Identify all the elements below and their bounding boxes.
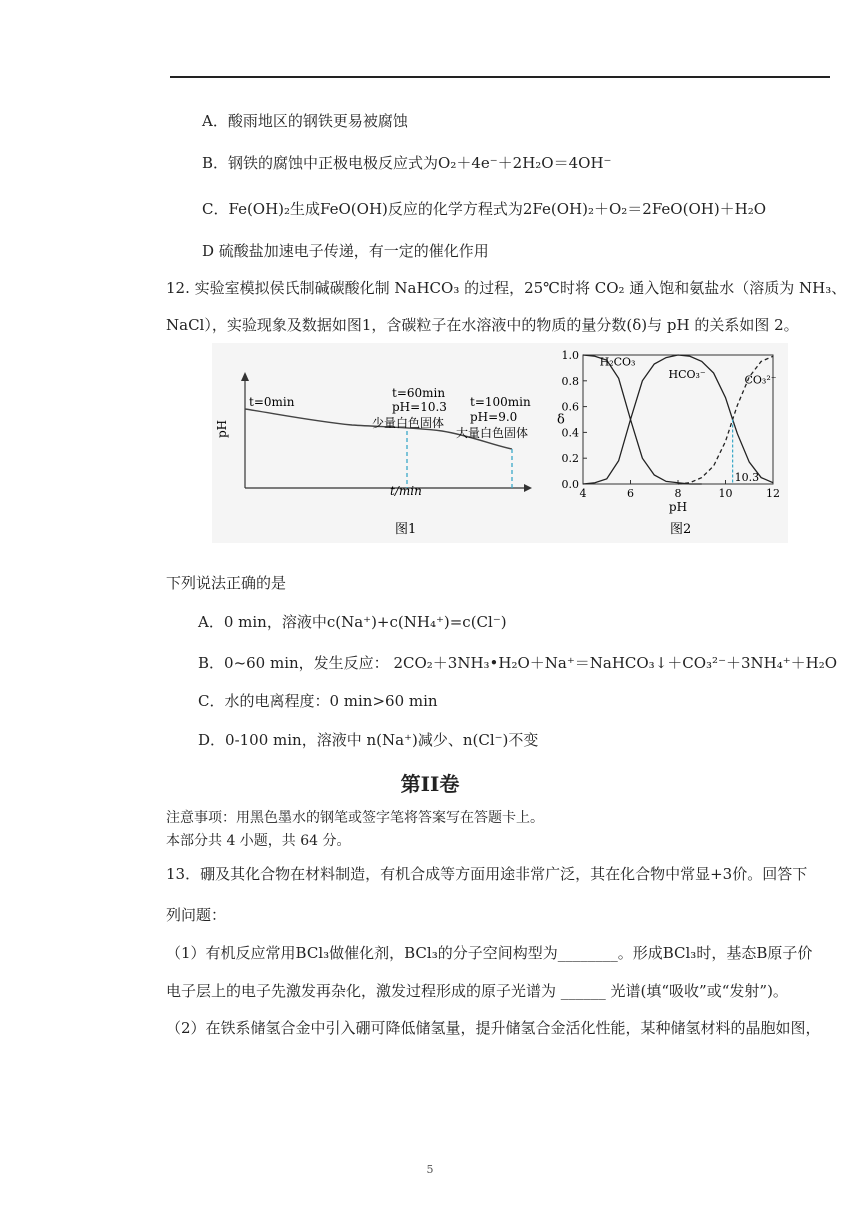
fig2-caption: 图2 [670,522,692,537]
fig2-y-tick-label: 0.0 [561,478,579,491]
fig1-label-obs60: 少量白色固体 [372,416,445,430]
fig2-x-tick-label: 12 [766,487,780,500]
q11-option-b: B．钢铁的腐蚀中正极电极反应式为O₂＋4e⁻＋2H₂O＝4OH⁻ [202,154,612,172]
fig2-x-tick-label: 10 [718,487,733,500]
fig2-y-tick-label: 1.0 [561,349,579,362]
fig1-label-t100: t=100min [470,395,531,409]
q13-stem-line1: 13．硼及其化合物在材料制造，有机合成等方面用途非常广泛，其在化合物中常显+3价。回答下 [166,865,808,883]
page-number: 5 [426,1163,434,1176]
figure-1 [212,343,562,543]
fig2-y-tick-label: 0.6 [561,400,579,414]
fig2-y-tick-label: 0.8 [561,374,579,388]
q12-option-b: B．0~60 min，发生反应： 2CO₂＋3NH₃•H₂O＋Na⁺＝NaHCO₃↓＋CO₃²⁻＋3NH₄⁺＋H₂O [198,654,838,672]
fig2-x-tick-label: 6 [627,487,634,500]
q12-prompt: 下列说法正确的是 [166,574,287,592]
fig2-series-label: CO₃²⁻ [744,373,777,387]
fig1-label-t0: t=0min [249,395,295,409]
q13-part2: （2）在铁系储氢合金中引入硼可降低储氢量，提升储氢合金活化性能，某种储氢材料的晶胞如图， [166,1019,821,1037]
q13-part1-line1: （1）有机反应常用BCl₃做催化剂，BCl₃的分子空间构型为________。形成BCl₃时，基态B原子价 [166,944,813,962]
fig2-annotation: 10.3 [734,471,760,484]
fig1-x-arrow [524,484,532,492]
fig2-series-label: HCO₃⁻ [668,368,706,382]
fig1-label-t60: t=60min [392,386,446,400]
header-rule [170,76,830,78]
fig1-label-ph100: pH=9.0 [470,410,518,424]
q11-option-d: D 硫酸盐加速电子传递，有一定的催化作用 [202,242,489,260]
figure-2-chart [545,343,790,543]
q13-part1-line2: 电子层上的电子先激发再杂化，激发过程形成的原子光谱为 ______ 光谱(填“吸收”或“发射”)。 [166,982,788,1000]
q12-stem-line2: NaCl），实验现象及数据如图1，含碳粒子在水溶液中的物质的量分数(δ)与 pH 的关系如图 2。 [166,316,799,334]
q11-option-a: A．酸雨地区的钢铁更易被腐蚀 [202,112,408,130]
fig2-x-tick-label: 8 [674,487,682,500]
q12-stem-line1: 12. 实验室模拟侯氏制碱碳酸化制 NaHCO₃ 的过程，25℃时将 CO₂ 通入饱和氨盐水（溶质为 NH₃、 [166,279,847,297]
fig2-xlabel: pH [668,500,688,514]
fig1-xlabel: t/min [390,484,422,498]
q12-option-c: C．水的电离程度：0 min>60 min [198,692,438,710]
fig2-y-tick-label: 0.2 [561,452,579,466]
q13-stem-line2: 列问题： [166,906,227,924]
fig1-label-ph60: pH=10.3 [392,400,447,414]
fig1-ylabel: pH [215,419,229,438]
fig1-label-obs100: 大量白色固体 [456,426,529,440]
q12-option-d: D．0-100 min，溶液中 n(Na⁺)减少、n(Cl⁻)不变 [198,731,539,749]
fig1-caption: 图1 [395,522,417,537]
fig2-ylabel: δ [557,412,565,428]
section-note-2: 本部分共 4 小题，共 64 分。 [166,833,351,849]
fig2-y-tick-label: 0.4 [561,426,579,440]
q11-option-c: C．Fe(OH)₂生成FeO(OH)反应的化学方程式为2Fe(OH)₂＋O₂＝2FeO(OH)＋H₂O [202,200,767,218]
section-title: 第II卷 [400,772,460,796]
q12-option-a: A．0 min，溶液中c(Na⁺)+c(NH₄⁺)=c(Cl⁻) [198,613,507,631]
section-note-1: 注意事项：用黑色墨水的钢笔或签字笔将答案写在答题卡上。 [166,810,544,826]
fig2-x-tick-label: 4 [579,487,587,500]
fig1-y-arrow [241,372,249,381]
fig2-series-label: H₂CO₃ [599,355,636,369]
